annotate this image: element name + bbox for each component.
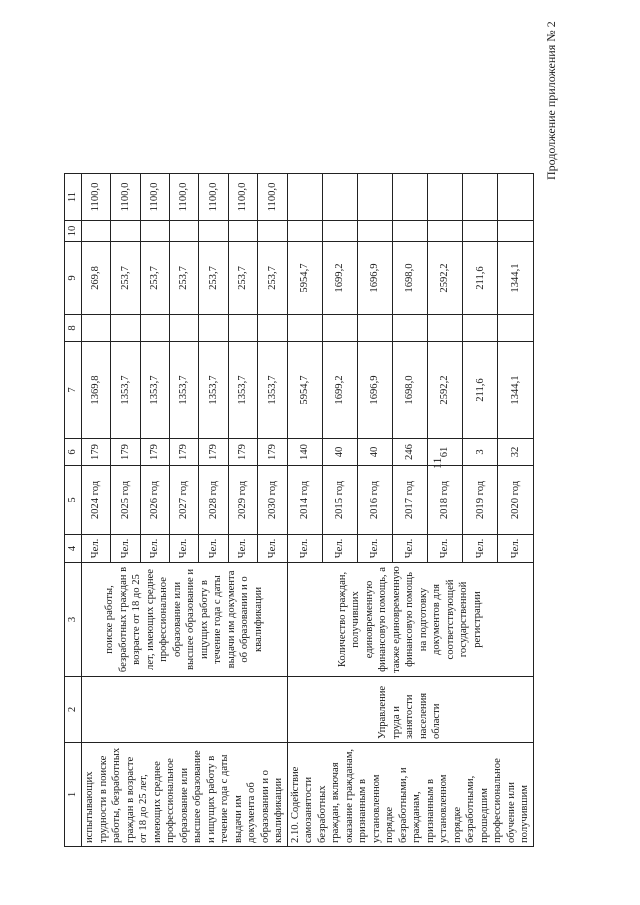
value-cell: 211,6 [463, 242, 498, 315]
value-cell [111, 315, 140, 342]
column-header: 2 [65, 677, 82, 743]
unit-cell: Чел. [428, 535, 463, 563]
table-row [287, 174, 322, 847]
value-cell: 253,7 [199, 242, 228, 315]
value-cell [82, 315, 111, 342]
value-cell: 253,7 [170, 242, 199, 315]
indicator-name-cell: испытывающих трудности в поиске работы, безработных граждан в возрасте от 18 до 25 лет, имеющих среднее профессиональное образование или высшее образование и ищущих работу в течение года с даты выдачи им документа об образовании и о квалификации [82, 743, 288, 847]
value-cell: 1353,7 [140, 342, 169, 439]
value-cell: 1353,7 [199, 342, 228, 439]
value-cell: 1369,8 [82, 342, 111, 439]
value-cell [498, 315, 533, 342]
value-cell: 179 [199, 439, 228, 466]
unit-cell: Чел. [258, 535, 287, 563]
value-cell: 1353,7 [170, 342, 199, 439]
table-row [82, 174, 111, 847]
year-cell: 2014 год [287, 466, 322, 535]
value-cell: 1100,0 [140, 174, 169, 221]
executor-cell: Управление труда и занятости населения области [287, 677, 533, 743]
column-header: 10 [65, 221, 82, 242]
value-cell: 1100,0 [258, 174, 287, 221]
unit-cell: Чел. [392, 535, 427, 563]
value-cell: 1353,7 [258, 342, 287, 439]
running-title: Продолжение приложения № 2 [544, 21, 558, 180]
value-cell [287, 174, 322, 221]
unit-cell: Чел. [82, 535, 111, 563]
column-header: 11 [65, 174, 82, 221]
column-header: 8 [65, 315, 82, 342]
budget-table [64, 173, 534, 847]
value-cell [322, 174, 357, 221]
value-cell: 1698,0 [392, 342, 427, 439]
value-cell [357, 221, 392, 242]
value-cell: 1353,7 [111, 342, 140, 439]
value-cell [357, 174, 392, 221]
year-cell: 2028 год [199, 466, 228, 535]
value-cell [392, 174, 427, 221]
value-cell: 1100,0 [199, 174, 228, 221]
column-header: 7 [65, 342, 82, 439]
value-cell [463, 174, 498, 221]
value-cell [228, 221, 257, 242]
value-cell: 5954,7 [287, 342, 322, 439]
value-cell: 253,7 [228, 242, 257, 315]
year-cell: 2027 год [170, 466, 199, 535]
column-header: 9 [65, 242, 82, 315]
value-cell [228, 315, 257, 342]
value-cell [463, 221, 498, 242]
value-cell: 1100,0 [170, 174, 199, 221]
indicator-description-cell: поиске работы, безработных граждан в возрасте от 18 до 25 лет, имеющих среднее профессиональное образование или высшее образование и ищущих работу в течение года с даты выдачи им документа об образовании и о квалификации [82, 563, 288, 677]
indicator-description-cell: Количество граждан, получивших единовременную финансовую помощь, а также единовременную финансовую помощь на подготовку документов для соответствующей государственной регистрации [287, 563, 533, 677]
indicator-name-cell: 2.10. Содействие самозанятости безработных граждан, включая оказание гражданам, признанным в установленном порядке безработными, и гражданам, признанным в установленном порядке безработными, прошедшим профессиональное обучение или получившим [287, 743, 533, 847]
value-cell: 1344,1 [498, 342, 533, 439]
value-cell [322, 315, 357, 342]
unit-cell: Чел. [199, 535, 228, 563]
year-cell: 2015 год [322, 466, 357, 535]
value-cell [199, 221, 228, 242]
year-cell: 2017 год [392, 466, 427, 535]
column-header: 1 [65, 743, 82, 847]
column-number-row [65, 174, 82, 847]
value-cell: 179 [258, 439, 287, 466]
unit-cell: Чел. [357, 535, 392, 563]
value-cell [111, 221, 140, 242]
value-cell: 179 [82, 439, 111, 466]
value-cell: 1698,0 [392, 242, 427, 315]
value-cell: 1100,0 [82, 174, 111, 221]
value-cell [498, 174, 533, 221]
value-cell: 1696,9 [357, 342, 392, 439]
page-number: 11 [430, 457, 444, 469]
value-cell: 253,7 [111, 242, 140, 315]
value-cell: 1699,2 [322, 242, 357, 315]
value-cell: 179 [170, 439, 199, 466]
value-cell: 1100,0 [111, 174, 140, 221]
value-cell: 40 [357, 439, 392, 466]
value-cell: 1353,7 [228, 342, 257, 439]
value-cell: 40 [322, 439, 357, 466]
value-cell [498, 221, 533, 242]
column-header: 3 [65, 563, 82, 677]
unit-cell: Чел. [111, 535, 140, 563]
executor-cell [82, 677, 288, 743]
unit-cell: Чел. [498, 535, 533, 563]
value-cell [428, 315, 463, 342]
value-cell: 32 [498, 439, 533, 466]
value-cell [170, 315, 199, 342]
value-cell: 179 [228, 439, 257, 466]
value-cell [392, 221, 427, 242]
value-cell [287, 221, 322, 242]
value-cell: 179 [111, 439, 140, 466]
value-cell: 253,7 [258, 242, 287, 315]
value-cell [428, 174, 463, 221]
value-cell [258, 315, 287, 342]
value-cell: 253,7 [140, 242, 169, 315]
year-cell: 2019 год [463, 466, 498, 535]
column-header: 5 [65, 466, 82, 535]
value-cell: 269,8 [82, 242, 111, 315]
value-cell [140, 315, 169, 342]
year-cell: 2018 год [428, 466, 463, 535]
value-cell: 211,6 [463, 342, 498, 439]
year-cell: 2024 год [82, 466, 111, 535]
unit-cell: Чел. [322, 535, 357, 563]
value-cell: 5954,7 [287, 242, 322, 315]
value-cell [82, 221, 111, 242]
value-cell: 61 [428, 439, 463, 466]
value-cell: 140 [287, 439, 322, 466]
value-cell [322, 221, 357, 242]
year-cell: 2026 год [140, 466, 169, 535]
unit-cell: Чел. [463, 535, 498, 563]
year-cell: 2030 год [258, 466, 287, 535]
value-cell [287, 315, 322, 342]
value-cell: 2592,2 [428, 342, 463, 439]
value-cell: 1696,9 [357, 242, 392, 315]
unit-cell: Чел. [287, 535, 322, 563]
value-cell [199, 315, 228, 342]
column-header: 6 [65, 439, 82, 466]
value-cell [428, 221, 463, 242]
column-header: 4 [65, 535, 82, 563]
value-cell [258, 221, 287, 242]
value-cell [140, 221, 169, 242]
unit-cell: Чел. [140, 535, 169, 563]
value-cell [357, 315, 392, 342]
value-cell: 246 [392, 439, 427, 466]
value-cell: 1344,1 [498, 242, 533, 315]
year-cell: 2016 год [357, 466, 392, 535]
value-cell [170, 221, 199, 242]
value-cell [463, 315, 498, 342]
unit-cell: Чел. [170, 535, 199, 563]
value-cell [392, 315, 427, 342]
year-cell: 2025 год [111, 466, 140, 535]
value-cell: 1699,2 [322, 342, 357, 439]
value-cell: 2592,2 [428, 242, 463, 315]
value-cell: 179 [140, 439, 169, 466]
value-cell: 1100,0 [228, 174, 257, 221]
year-cell: 2029 год [228, 466, 257, 535]
unit-cell: Чел. [228, 535, 257, 563]
year-cell: 2020 год [498, 466, 533, 535]
value-cell: 3 [463, 439, 498, 466]
